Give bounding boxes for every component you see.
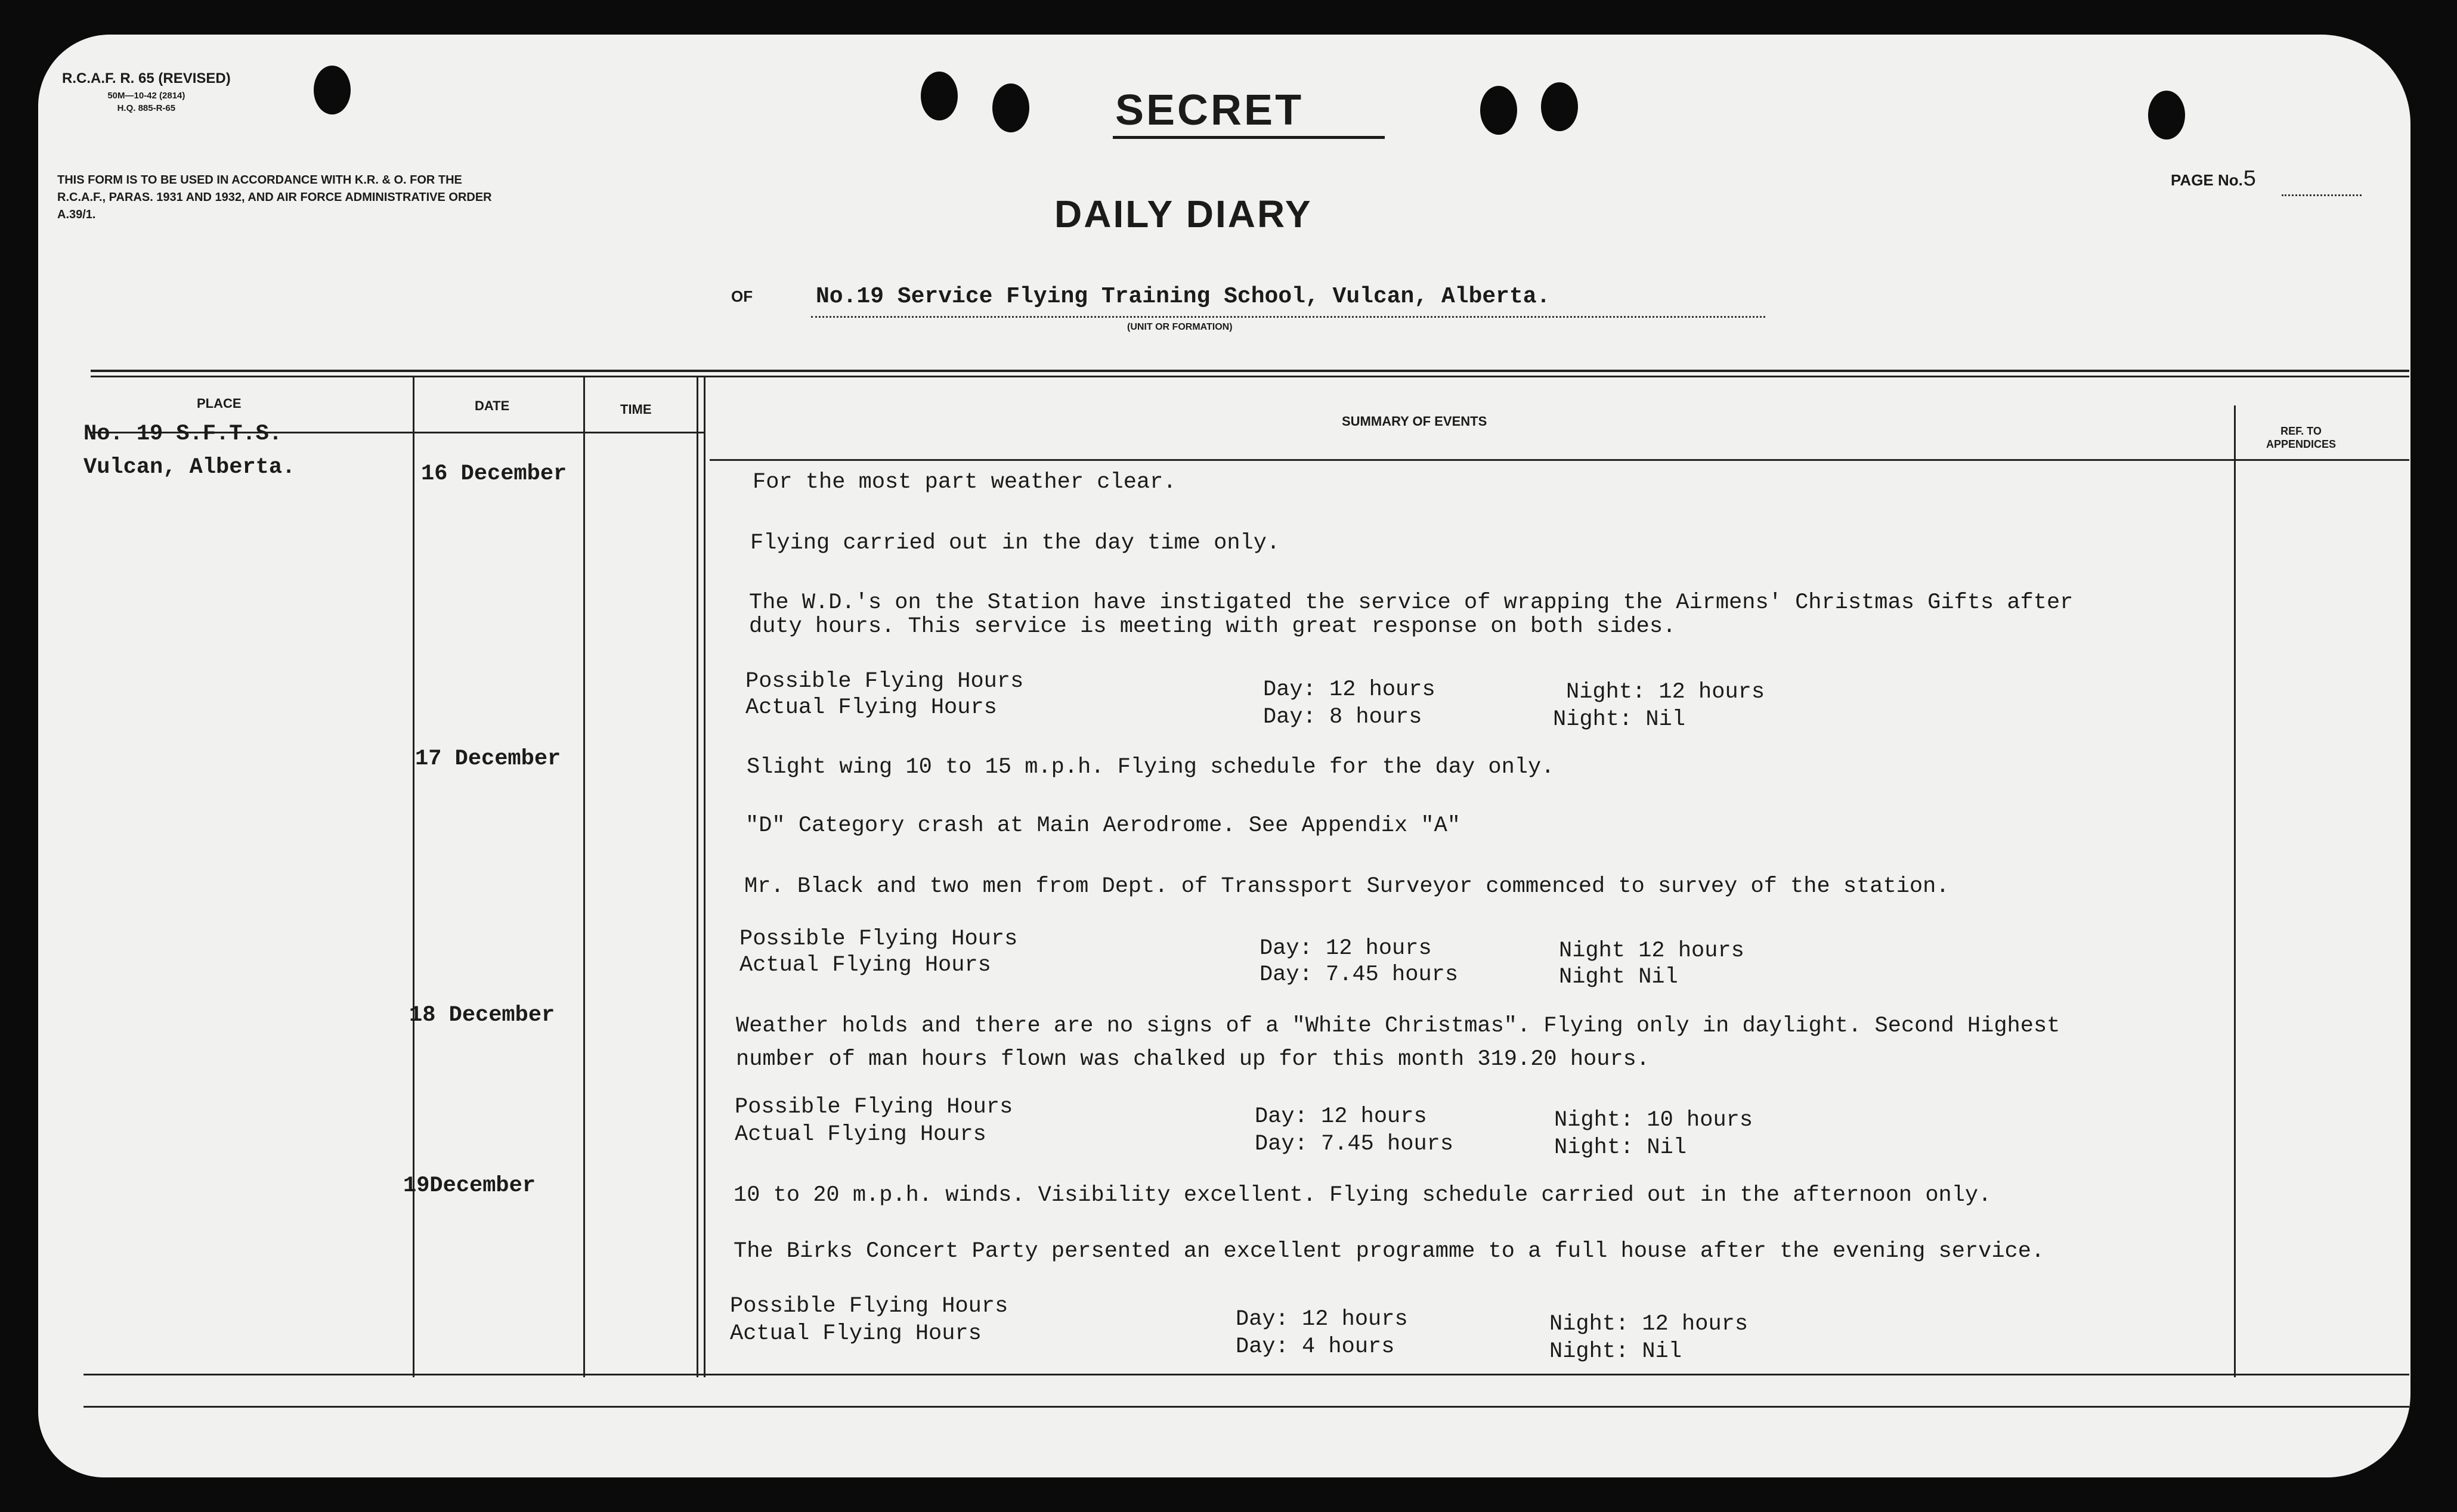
- entry-date: 18 December: [409, 1003, 555, 1028]
- possible-night-hours: Night: 12 hours: [1549, 1312, 1749, 1337]
- unit-caption: (UNIT OR FORMATION): [1127, 322, 1233, 332]
- table-bottom-rule: [83, 1374, 2409, 1375]
- punch-hole: [314, 66, 351, 114]
- actual-hours-label: Actual Flying Hours: [745, 695, 997, 720]
- entry-date: 17 December: [415, 746, 561, 772]
- header-rule-summary: [710, 459, 2236, 461]
- page-number: [2171, 167, 2257, 193]
- page-number-line: [2282, 194, 2362, 196]
- header-rule-ref: [2236, 459, 2409, 461]
- entry-paragraph: "D" Category crash at Main Aerodrome. See Appendix "A": [745, 813, 1460, 838]
- table-bottom-rule-2: [83, 1406, 2409, 1408]
- possible-day-hours: Day: 12 hours: [1263, 677, 1435, 702]
- of-label: OF: [731, 287, 753, 305]
- place-line2: Vulcan, Alberta.: [83, 455, 296, 480]
- page-title: DAILY DIARY: [1054, 193, 1313, 236]
- entry-date: 16 December: [421, 461, 567, 487]
- ref-header-line2: APPENDICES: [2266, 438, 2337, 450]
- possible-hours-label: Possible Flying Hours: [745, 669, 1024, 694]
- actual-hours-label: Actual Flying Hours: [730, 1321, 982, 1346]
- entry-paragraph: Weather holds and there are no signs of a "White Christmas". Flying only in daylight. Second Highest: [736, 1014, 2060, 1039]
- actual-night-hours: Night: Nil: [1554, 1135, 1687, 1160]
- entry-paragraph: Flying carried out in the day time only.: [750, 531, 1280, 556]
- possible-night-hours: Night: 12 hours: [1566, 680, 1765, 705]
- unit-line: [811, 316, 1765, 318]
- entry-date: 19December: [403, 1173, 536, 1198]
- actual-night-hours: Night: Nil: [1553, 707, 1686, 732]
- column-divider-place: [413, 376, 414, 1377]
- actual-day-hours: Day: 7.45 hours: [1255, 1132, 1454, 1157]
- entry-paragraph: number of man hours flown was chalked up for this month 319.20 hours.: [736, 1047, 1650, 1072]
- entry-paragraph: 10 to 20 m.p.h. winds. Visibility excellent. Flying schedule carried out in the afternoon only.: [734, 1183, 1992, 1208]
- column-header-summary: SUMMARY OF EVENTS: [1342, 414, 1487, 429]
- column-header-date: DATE: [475, 398, 510, 413]
- place-entry: [83, 417, 295, 484]
- punch-hole: [2148, 91, 2185, 140]
- column-header-place: PLACE: [197, 396, 242, 411]
- entry-paragraph: For the most part weather clear.: [753, 470, 1177, 495]
- form-usage-note: THIS FORM IS TO BE USED IN ACCORDANCE WITH K.R. & O. FOR THE R.C.A.F., PARAS. 1931 AND 1932, AND AIR FORCE ADMINISTRATIVE ORDER A.39/1.: [57, 173, 492, 221]
- actual-day-hours: Day: 8 hours: [1263, 705, 1422, 730]
- possible-hours-label: Possible Flying Hours: [735, 1095, 1013, 1120]
- column-divider-time-2: [704, 376, 705, 1377]
- possible-night-hours: Night: 10 hours: [1554, 1108, 1753, 1133]
- possible-day-hours: Day: 12 hours: [1260, 936, 1432, 961]
- possible-hours-label: Possible Flying Hours: [730, 1294, 1008, 1319]
- place-line1: No. 19 S.F.T.S.: [83, 422, 283, 447]
- possible-night-hours: Night 12 hours: [1559, 938, 1744, 963]
- column-divider-date: [583, 376, 585, 1377]
- entry-paragraph: duty hours. This service is meeting with great response on both sides.: [749, 614, 1676, 639]
- page-label: PAGE No.: [2171, 171, 2243, 189]
- column-divider-time: [697, 376, 698, 1377]
- punch-hole: [992, 83, 1029, 132]
- actual-night-hours: Night Nil: [1559, 965, 1678, 990]
- table-top-rule-2: [91, 376, 2409, 377]
- ref-header-line1: REF. TO: [2280, 425, 2322, 437]
- possible-day-hours: Day: 12 hours: [1236, 1307, 1408, 1332]
- actual-day-hours: Day: 7.45 hours: [1260, 962, 1459, 987]
- page-value: 5: [2242, 167, 2257, 193]
- table-top-rule: [91, 370, 2409, 372]
- actual-hours-label: Actual Flying Hours: [735, 1122, 986, 1147]
- classification-stamp: SECRET: [1115, 86, 1304, 134]
- unit-name: No.19 Service Flying Training School, Vulcan, Alberta.: [816, 284, 1551, 309]
- form-code-line1: R.C.A.F. R. 65 (REVISED): [62, 70, 231, 86]
- punch-hole: [921, 72, 958, 120]
- punch-hole: [1480, 86, 1517, 135]
- entry-paragraph: The W.D.'s on the Station have instigated the service of wrapping the Airmens' Christmas Gifts after: [749, 590, 2074, 615]
- entry-paragraph: The Birks Concert Party persented an excellent programme to a full house after the evening service.: [734, 1239, 2045, 1264]
- actual-hours-label: Actual Flying Hours: [739, 953, 991, 978]
- possible-hours-label: Possible Flying Hours: [739, 927, 1018, 952]
- form-code: [62, 70, 231, 113]
- form-code-line3: H.Q. 885-R-65: [117, 103, 176, 113]
- entry-paragraph: Mr. Black and two men from Dept. of Transsport Surveyor commenced to survey of the station.: [744, 874, 1949, 899]
- actual-night-hours: Night: Nil: [1549, 1339, 1682, 1364]
- punch-hole: [1541, 82, 1578, 131]
- form-code-line2: 50M—10-42 (2814): [107, 91, 185, 101]
- column-header-time: TIME: [620, 402, 652, 417]
- entry-paragraph: Slight wing 10 to 15 m.p.h. Flying schedule for the day only.: [747, 755, 1555, 780]
- possible-day-hours: Day: 12 hours: [1255, 1104, 1427, 1129]
- column-header-ref: [2266, 425, 2336, 451]
- column-divider-ref: [2234, 405, 2236, 1377]
- classification-underline: [1113, 136, 1385, 139]
- actual-day-hours: Day: 4 hours: [1236, 1334, 1395, 1359]
